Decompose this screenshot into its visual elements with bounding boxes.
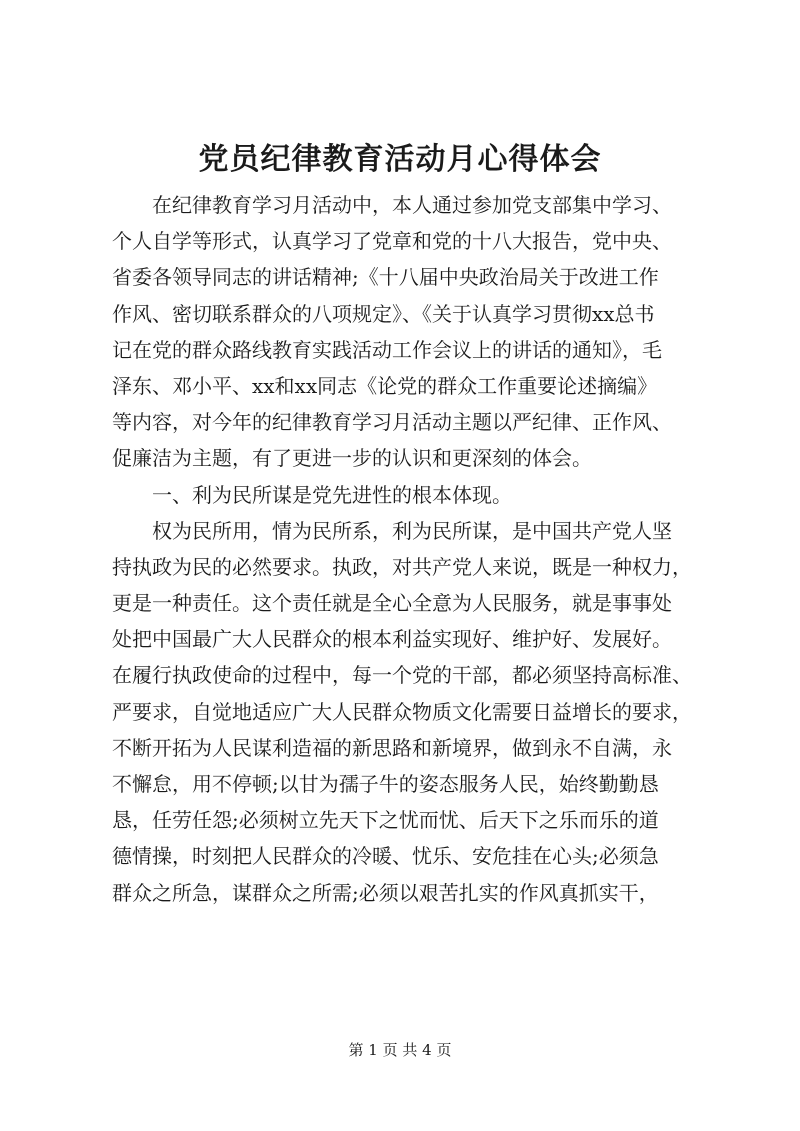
paragraph-line: 个人自学等形式，认真学习了党章和党的十八大报告，党中央、 [112, 229, 672, 254]
paragraph-line: 处把中国最广大人民群众的根本利益实现好、维护好、发展好。 [112, 627, 672, 652]
paragraph-line: 泽东、邓小平、xx和xx同志《论党的群众工作重要论述摘编》 [112, 373, 658, 398]
paragraph-line: 促廉洁为主题，有了更进一步的认识和更深刻的体会。 [112, 446, 592, 471]
paragraph-line: 持执政为民的必然要求。执政，对共产党人来说，既是一种权力， [112, 554, 692, 579]
paragraph-line: 严要求，自觉地适应广大人民群众物质文化需要日益增长的要求， [112, 699, 692, 724]
paragraph-line: 群众之所急，谋群众之所需;必须以艰苦扎实的作风真抓实干， [112, 880, 659, 905]
paragraph-line: 不懈怠，用不停顿;以甘为孺子牛的姿态服务人民，始终勤勤恳 [112, 772, 659, 796]
section-heading: 一、利为民所谋是党先进性的根本体现。 [152, 482, 512, 507]
paragraph-line: 恳，任劳任怨;必须树立先天下之忧而忧、后天下之乐而乐的道 [112, 808, 659, 833]
paragraph-line: 记在党的群众路线教育实践活动工作会议上的讲话的通知》，毛 [112, 337, 662, 362]
document-title: 党员纪律教育活动月心得体会 [198, 142, 602, 177]
paragraph-line: 不断开拓为人民谋利造福的新思路和新境界，做到永不自满，永 [112, 735, 672, 760]
paragraph-line: 在纪律教育学习月活动中，本人通过参加党支部集中学习、 [152, 193, 672, 217]
document-body [112, 187, 712, 911]
paragraph-line: 德情操，时刻把人民群众的冷暖、忧乐、安危挂在心头;必须急 [112, 844, 659, 869]
page-number-footer: 第 1 页 共 4 页 [348, 1041, 452, 1059]
paragraph-line: 在履行执政使命的过程中，每一个党的干部，都必须坚持高标准、 [112, 663, 692, 688]
paragraph-line: 权为民所用，情为民所系，利为民所谋，是中国共产党人坚 [152, 518, 672, 543]
paragraph-line: 省委各领导同志的讲话精神;《十八届中央政治局关于改进工作 [112, 265, 659, 290]
paragraph-line: 等内容，对今年的纪律教育学习月活动主题以严纪律、正作风、 [112, 410, 672, 435]
paragraph-line: 更是一种责任。这个责任就是全心全意为人民服务，就是事事处 [112, 591, 672, 616]
paragraph-line: 作风、密切联系群众的八项规定》、《关于认真学习贯彻xx总书 [112, 301, 655, 326]
